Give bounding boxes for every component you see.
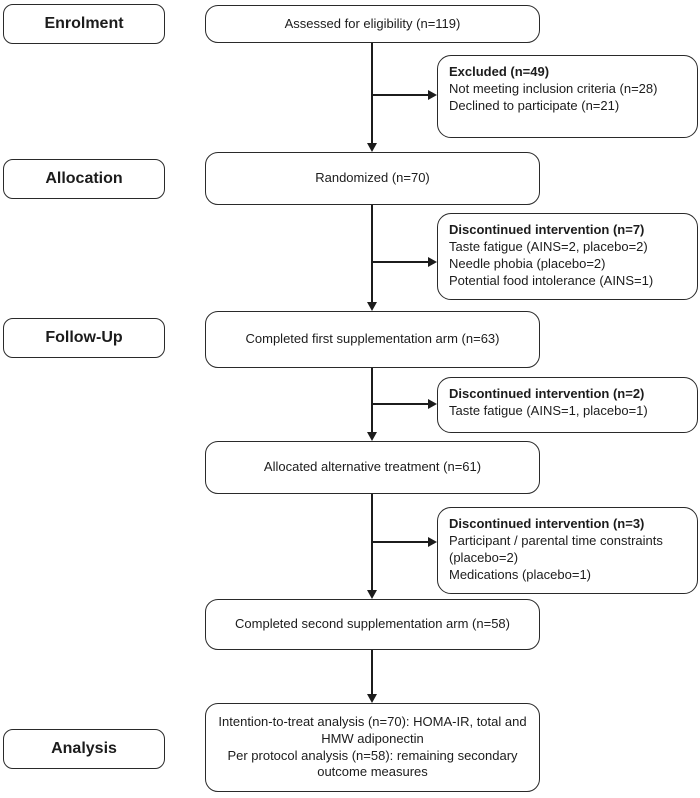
arrowhead-down-completed1 [367, 302, 377, 311]
discontinued-reason: Participant / parental time constraints (placebo=2) [449, 532, 663, 565]
analysis-itt-text: Intention-to-treat analysis (n=70): HOMA-IR, total and HMW adiponectin [218, 713, 527, 746]
arrowhead-right-discontinued2 [428, 399, 437, 409]
box-completed-second-arm: Completed second supplementation arm (n=58) [205, 599, 540, 650]
box-allocated-alternative: Allocated alternative treatment (n=61) [205, 441, 540, 494]
discontinued-reason: Taste fatigue (AINS=1, placebo=1) [449, 402, 648, 418]
arrow-line-branch-discontinued1 [372, 261, 429, 263]
discontinued-reason: Taste fatigue (AINS=2, placebo=2) [449, 238, 648, 254]
box-discontinued-crossover [437, 377, 698, 433]
discontinued-reason: Medications (placebo=1) [449, 566, 591, 582]
excluded-title: Excluded (n=49) [449, 64, 550, 79]
discontinued-reason: Potential food intolerance (AINS=1) [449, 272, 654, 288]
arrowhead-down-randomized [367, 143, 377, 152]
box-randomized: Randomized (n=70) [205, 152, 540, 205]
discontinued-title: Discontinued intervention (n=3) [449, 516, 645, 531]
box-assessed-eligibility: Assessed for eligibility (n=119) [205, 5, 540, 43]
box-completed-first-arm: Completed first supplementation arm (n=63) [205, 311, 540, 368]
box-excluded [437, 55, 698, 138]
discontinued-title: Discontinued intervention (n=7) [449, 222, 645, 237]
arrowhead-down-analysis [367, 694, 377, 703]
discontinued-reason: Needle phobia (placebo=2) [449, 255, 606, 271]
arrowhead-down-allocated [367, 432, 377, 441]
stage-label-allocation: Allocation [3, 159, 165, 199]
arrowhead-right-discontinued3 [428, 537, 437, 547]
arrow-line-completed1-to-allocated [371, 368, 373, 433]
excluded-reason: Not meeting inclusion criteria (n=28) [449, 80, 658, 96]
analysis-per-protocol-text: Per protocol analysis (n=58): remaining secondary outcome measures [227, 747, 518, 780]
stage-label-followup: Follow-Up [3, 318, 165, 358]
arrow-line-completed2-to-analysis [371, 650, 373, 695]
discontinued-title: Discontinued intervention (n=2) [449, 386, 645, 401]
arrowhead-right-discontinued1 [428, 257, 437, 267]
box-analysis [205, 703, 540, 792]
excluded-reason: Declined to participate (n=21) [449, 97, 620, 113]
box-discontinued-second-arm [437, 507, 698, 594]
arrowhead-down-completed2 [367, 590, 377, 599]
arrow-line-branch-discontinued3 [372, 541, 429, 543]
stage-label-analysis: Analysis [3, 729, 165, 769]
stage-label-enrolment: Enrolment [3, 4, 165, 44]
arrow-line-randomized-to-completed1 [371, 205, 373, 303]
arrow-line-branch-discontinued2 [372, 403, 429, 405]
arrowhead-right-excluded [428, 90, 437, 100]
box-discontinued-first-arm [437, 213, 698, 300]
arrow-line-branch-excluded [372, 94, 429, 96]
